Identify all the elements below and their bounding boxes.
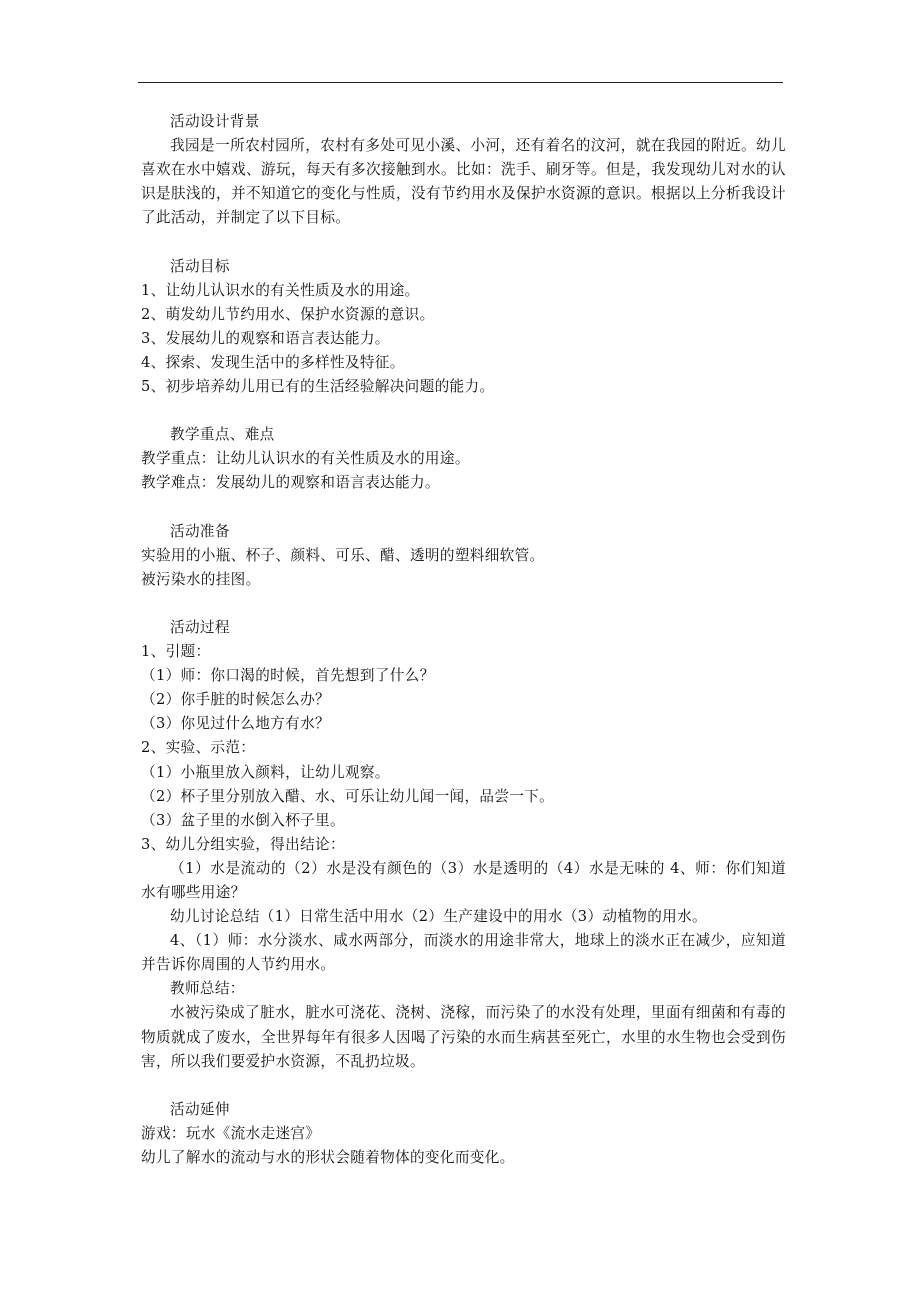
- process-discussion: 幼儿讨论总结（1）日常生活中用水（2）生产建设中的用水（3）动植物的用水。: [170, 908, 707, 926]
- process-step2-title: 2、实验、示范：: [141, 739, 256, 757]
- preparation-item: 实验用的小瓶、杯子、颜料、可乐、醋、透明的塑料细软管。: [141, 546, 545, 564]
- goal-item: 1、让幼儿认识水的有关性质及水的用途。: [141, 281, 420, 299]
- process-step4: 4、（1）师：水分淡水、咸水两部分，而淡水的用途非常大，地球上的淡水正在减少，应知道并告诉你周围的人节约用水。: [141, 932, 786, 974]
- process-step1-item: （3）你见过什么地方有水？: [141, 715, 330, 733]
- process-step2-item: （2）杯子里分别放入醋、水、可乐让幼儿闻一闻，品尝一下。: [141, 787, 555, 805]
- background-paragraph: 我园是一所农村园所，农村有多处可见小溪、小河，还有着名的汶河，就在我园的附近。幼儿喜欢在水中嬉戏、游玩，每天有多次接触到水。比如：洗手、刷牙等。但是，我发现幼儿对水的认识是肤浅的，并不知道它的变化与性质，没有节约用水及保护水资源的意识。根据以上分析我设计了此活动，并制定了以下目标。: [141, 137, 786, 227]
- teacher-summary: 水被污染成了脏水，脏水可浇花、浇树、浇稼，而污染了的水没有处理，里面有细菌和有毒的物质就成了废水，全世界每年有很多人因喝了污染的水而生病甚至死亡，水里的水生物也会受到伤害，所以我们要爱护水资源，不乱扔垃圾。: [141, 1004, 786, 1070]
- key-points-heading: 教学重点、难点: [170, 426, 275, 444]
- extension-note: 幼儿了解水的流动与水的形状会随着物体的变化而变化。: [141, 1149, 515, 1167]
- process-step1-item: （1）师：你口渴的时候，首先想到了什么？: [141, 667, 435, 685]
- process-step2-item: （3）盆子里的水倒入杯子里。: [141, 811, 345, 829]
- goal-item: 5、初步培养幼儿用已有的生活经验解决问题的能力。: [141, 378, 495, 396]
- header-rule: [138, 82, 783, 83]
- extension-game: 游戏：玩水《流水走迷宫》: [141, 1124, 321, 1142]
- goal-item: 3、发展幼儿的观察和语言表达能力。: [141, 329, 390, 347]
- preparation-heading: 活动准备: [170, 522, 230, 540]
- process-step2-item: （1）小瓶里放入颜料，让幼儿观察。: [141, 763, 390, 781]
- document-body: [141, 110, 786, 1170]
- process-heading: 活动过程: [170, 618, 230, 636]
- teacher-summary-title: 教师总结：: [170, 980, 245, 998]
- process-step3-title: 3、幼儿分组实验，得出结论：: [141, 835, 345, 853]
- process-step1-item: （2）你手脏的时候怎么办？: [141, 691, 330, 709]
- process-step3-conclusion: （1）水是流动的（2）水是没有颜色的（3）水是透明的（4）水是无味的 4、师：你们知道水有哪些用途？: [141, 859, 786, 901]
- key-point-difficulty: 教学难点：发展幼儿的观察和语言表达能力。: [141, 474, 440, 492]
- goal-item: 2、萌发幼儿节约用水、保护水资源的意识。: [141, 305, 435, 323]
- goals-heading: 活动目标: [170, 257, 230, 275]
- preparation-item: 被污染水的挂图。: [141, 570, 261, 588]
- extension-heading: 活动延伸: [170, 1100, 230, 1118]
- key-point-focus: 教学重点：让幼儿认识水的有关性质及水的用途。: [141, 450, 470, 468]
- goal-item: 4、探索、发现生活中的多样性及特征。: [141, 353, 405, 371]
- process-step1-title: 1、引题：: [141, 643, 211, 661]
- background-heading: 活动设计背景: [170, 113, 260, 130]
